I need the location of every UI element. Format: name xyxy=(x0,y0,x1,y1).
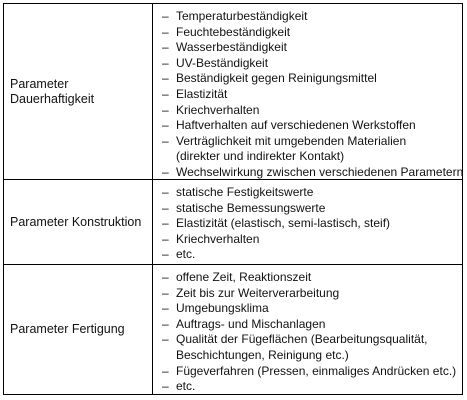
list-item: – Zeit bis zur Weiterverarbeitung xyxy=(162,286,462,302)
row-label xyxy=(4,265,153,394)
list-item: – Feuchtebeständigkeit xyxy=(162,25,462,41)
list-item: – Verträglichkeit mit umgebenden Materialien (direkter und indirekter Kontakt) xyxy=(162,134,462,165)
list-item: – Qualität der Fügeflächen (Bearbeitungsqualität, Beschichtungen, Reinigung etc.) xyxy=(162,332,462,363)
list-item: – offene Zeit, Reaktionszeit xyxy=(162,270,462,286)
row-label xyxy=(4,180,153,264)
row-label-text: Parameter Dauerhaftigkeit xyxy=(10,76,95,106)
parameter-table xyxy=(3,3,463,395)
list-item: – Fügeverfahren (Pressen, einmaliges Andrücken etc.) xyxy=(162,364,462,380)
row-items-cell xyxy=(154,4,462,179)
row-label-text: Parameter Konstruktion xyxy=(10,214,142,229)
parameter-list xyxy=(162,185,462,263)
row-label-text: Parameter Fertigung xyxy=(10,322,125,336)
list-item: – Auftrags- und Mischanlagen xyxy=(162,317,462,333)
table-row-dauerhaftigkeit xyxy=(4,4,462,180)
row-label xyxy=(4,4,153,179)
list-item: – Elastizität xyxy=(162,87,462,103)
row-items-cell xyxy=(154,265,462,394)
list-item: – Kriechverhalten xyxy=(162,103,462,119)
list-item: – statische Bemessungswerte xyxy=(162,201,462,217)
list-item: – Wasserbeständigkeit xyxy=(162,40,462,56)
parameter-list xyxy=(162,270,462,395)
list-item: – etc. xyxy=(162,379,462,395)
list-item: – etc. xyxy=(162,247,462,263)
list-item: – Wechselwirkung zwischen verschiedenen Parametern xyxy=(162,165,462,181)
table-row-konstruktion xyxy=(4,180,462,265)
list-item: – Beständigkeit gegen Reinigungsmittel xyxy=(162,71,462,87)
list-item: – statische Festigkeitswerte xyxy=(162,185,462,201)
row-items-cell xyxy=(154,180,462,264)
list-item: – UV-Beständigkeit xyxy=(162,56,462,72)
list-item: – Umgebungsklima xyxy=(162,301,462,317)
list-item: – Temperaturbeständigkeit xyxy=(162,9,462,25)
list-item: – Haftverhalten auf verschiedenen Werkstoffen xyxy=(162,118,462,134)
list-item: – Kriechverhalten xyxy=(162,232,462,248)
parameter-list xyxy=(162,9,462,181)
table-row-fertigung xyxy=(4,265,462,394)
list-item: – Elastizität (elastisch, semi-lastisch, steif) xyxy=(162,216,462,232)
